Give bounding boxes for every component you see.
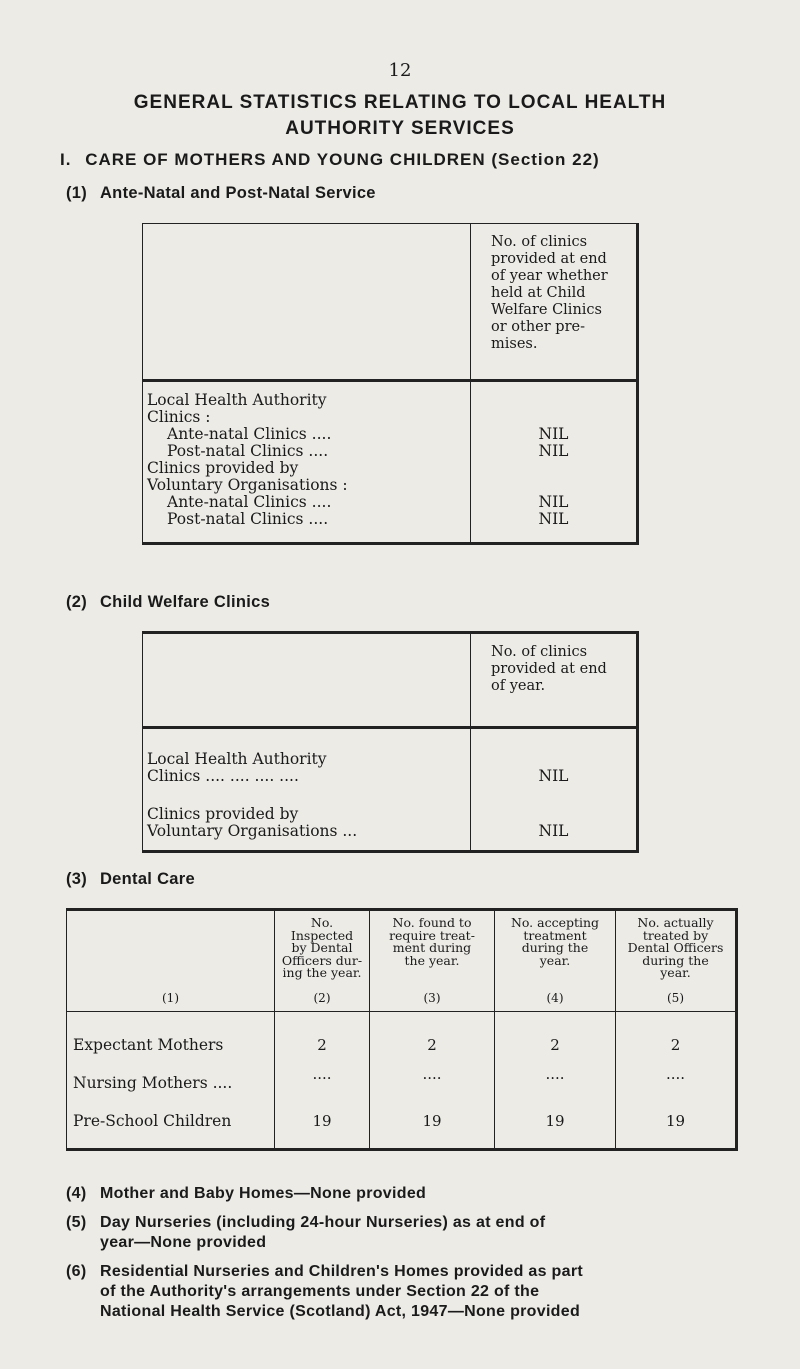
title-line-1: GENERAL STATISTICS RELATING TO LOCAL HEALTH — [133, 92, 667, 113]
part2-number: (2) — [66, 593, 88, 611]
note-4: (4) Mother and Baby Homes—None provided — [66, 1185, 427, 1202]
col-number-3: (3) — [370, 987, 495, 1012]
title-line-2: AUTHORITY SERVICES — [285, 118, 515, 139]
part3-number: (3) — [66, 870, 88, 888]
part2-title: Child Welfare Clinics — [99, 593, 271, 611]
antenatal-postnatal-table — [142, 223, 639, 545]
col-number-1: (1) — [67, 987, 275, 1012]
part1-number: (1) — [66, 184, 88, 202]
table-row: Nursing Mothers .... .... .... .... .... — [67, 1064, 737, 1102]
blank-header-cell — [143, 224, 471, 381]
section-heading — [60, 150, 600, 170]
section-text: CARE OF MOTHERS AND YOUNG CHILDREN (Section 22) — [85, 150, 600, 169]
row-values: NIL NIL NIL NIL — [471, 381, 638, 544]
require-treatment-header: No. found to require treat- ment during the year. — [370, 910, 495, 988]
accepting-treatment-header: No. accepting treatment during the year. — [495, 910, 616, 988]
row-values: NIL NIL — [471, 728, 638, 852]
part1-heading — [66, 184, 376, 203]
note-5: (5) Day Nurseries (including 24-hour Nurseries) as at end of year—None provided — [66, 1214, 546, 1251]
col-number-2: (2) — [275, 987, 370, 1012]
clinics-count-header: No. of clinics provided at end of year. — [471, 633, 638, 728]
inspected-header: No. Inspected by Dental Officers dur- ing the year. — [275, 910, 370, 988]
part3-heading — [66, 870, 195, 889]
col-number-4: (4) — [495, 987, 616, 1012]
part1-title: Ante-Natal and Post-Natal Service — [99, 184, 376, 202]
table-row: Expectant Mothers 2 2 2 2 — [67, 1012, 737, 1065]
part2-heading — [66, 593, 270, 612]
clinics-count-header: No. of clinics provided at end of year whether held at Child Welfare Clinics or other pre- mises. — [471, 224, 638, 381]
note-6: (6) Residential Nurseries and Children's Homes provided as part of the Authority's arrangements under Section 22 of the National Health Service (Scotland) Act, 1947—None provided — [66, 1263, 583, 1320]
page-title — [90, 90, 710, 142]
child-welfare-table — [142, 631, 639, 853]
dental-care-table — [66, 908, 738, 1151]
part3-title: Dental Care — [99, 870, 195, 888]
table-row: Pre-School Children 19 19 19 19 — [67, 1102, 737, 1150]
actually-treated-header: No. actually treated by Dental Officers during the year. — [616, 910, 737, 988]
row-labels: Local Health Authority Clinics : Ante-natal Clinics .... Post-natal Clinics .... Clinics provided by Voluntary Organisations : Ante-natal Clinics .... Post-natal Clinics .... — [147, 391, 348, 528]
col-number-5: (5) — [616, 987, 737, 1012]
section-number: I. — [60, 150, 72, 169]
blank-header-cell — [143, 633, 471, 728]
category-header — [67, 910, 275, 988]
page-number: 12 — [388, 60, 412, 81]
row-labels: Local Health Authority Clinics .... .... .... .... Clinics provided by Voluntary Organisations ... — [147, 750, 358, 840]
